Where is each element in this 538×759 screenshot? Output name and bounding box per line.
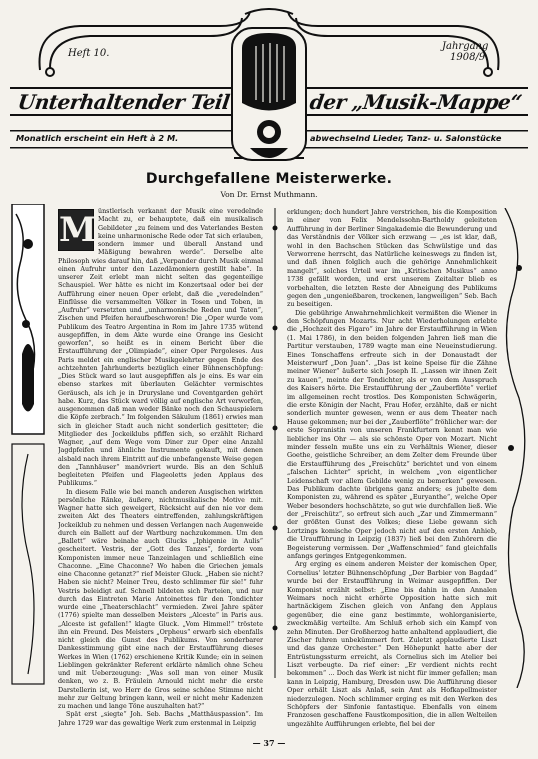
drop-cap: M <box>59 210 97 250</box>
article-column-left <box>58 208 263 728</box>
masthead-subtitle-right: abwechselnd Lieder, Tanz- u. Salonstücke <box>310 133 502 143</box>
article-author: Von Dr. Ernst Muthmann. <box>220 190 318 199</box>
paragraph: ünstlerisch verkannt der Musik eine veredelnde Macht zu, er behauptete, daß ein musikalisch Gebildeter „zu feinem und des Vaterlandes Besten keine unharmonische Rede oder Tat sich erlauben, sondern immer und überall Anstand und Mäßigung bewahren werde“. Derselbe alte Philosoph wies darauf hin, daß „Verpander durch Musik einmal einen Aufruhr unter den Lazedämoniern gestillt habe“. In unserer Zeit erlebt man nicht selten das gegenteilige Schauspiel. Wer hätte es nicht im Konzertsaal oder bei der Aufführung einer neuen Oper erlebt, daß die „veredelnden“ Einflüsse die versammelten Völker in Tosen und Toben, in „Aufruhr“ versetzten und „unharmonische Reden und Taten“, Zischen und Pfeifen heraufbeschworen! Die „Oper wurde vom Publikum des Teatro Argentina in Rom im Jahre 1735 wütend ausgepfiffen, in dem Akte wurde eine Orange ins Gesicht geworfen“, so heißt es in einem Bericht über die Erstaufführung der „Olimpiade“, einer Oper Pergoleses. Aus Paris meldet ein englischer Musikgelehrter gegen Ende des achtzehnten Jahrhunderts bezüglich einer Bühnenschöpfung: „Dies Stück ward so laut ausgepfiffen als je eins. Es war ein ebenso starkes mit überlauten Gelächter vermischtes Geräusch, als ich je in Druryslane und Coventgarden gehört habe. Kurz, das Stück ward völlig auf englische Art verworfen, ausgenommen daß man weder Bänke noch den Schauspielern die Köpfe zerbrach.“ Im folgenden Säkulum (1861) erwies man sich in gleicher Stadt auch nicht sonderlich gesitteter; die Mitglieder des Jockeiklubs pfiffen sich, so erzählt Richard Wagner, „auf dem Wege vom Diner zur Oper eine Anzahl Jagdpfeifen und ähnliche Instrumente gekauft, mit denen alsbald nach ihrem Eintritt auf die unbefangenste Weise gegen den „Tannhäuser“ manövriert wurde. Bis an den Schluß begleiteten Pfeifen und Flageoletts jeden Applaus des Publikums.“ <box>58 208 263 488</box>
page-number: — 37 — <box>252 738 286 748</box>
article-title: Durchgefallene Meisterwerke. <box>145 171 393 187</box>
issue-number: Heft 10. <box>68 48 110 59</box>
left-ornament-column <box>8 204 48 694</box>
column-divider <box>270 208 280 678</box>
paragraph: erklungen; doch hundert Jahre verstrichen, bis die Komposition in einer von Felix Mendelssohn-Bartholdy geleiteten Aufführung in der Berliner Singakademie die Bewunderung und das Verständnis der Völker sich erzwang — „es ist klar, daß, wohl in den Bachschen Stücken das Schwülstige und das Verworrene herrscht, das Natürliche keineswegs zu finden ist, und daß ihnen folglich auch die gehörige Annehmlichkeit mangelt“, solches Urteil war im „Kritischen Musikus“ anno 1738 gefällt worden, und erst unserem Zeitalter blieb es vorbehalten, die letzten Reste der Abneigung des Publikums gegen den „ungenießbaren, trockenen, langweiligen“ Seb. Bach zu beseitigen. <box>287 208 497 309</box>
paragraph: In diesem Falle wie bei manch anderen Ausgischen wirkten persönliche Ränke, äußere, nichtmusikalische Motive mit. Wagner hatte sich geweigert, Rücksicht auf den nie vor dem zweiten Akt des Theaters eintreffenden, zahlungskräftigen Jockeiklub zu nehmen und dessen Verlangen nach Augenweide durch ein Ballett auf der Wartburg nachzukommen. Um den „Ballett“ wäre beinahe auch Glucks „Iphigenie in Aulis“ gescheitert. Vestris, der „Gott des Tanzes“, forderte vom Komponisten immer neue Tanzeinlagen und schließlich eine Chaconne. „Eine Chaconne? Wo haben die Griechen jemals eine Chaconne getanzt?“ rief Meister Gluck. „Haben sie nicht? Haben sie nicht? Meiner Treu, desto schlimmer für sie!“ fuhr Vestris beleidigt auf. Schnell bildeten sich Parteien, und nur durch das Eintreten Marie Antoinettes für den Tondichter wurde eine „Theaterschlacht“ vermieden. Zwei Jahre später (1776) spielte man desselben Meisters „Alceste“ in Paris aus. „Alceste ist gefallen!“ klagte Gluck. „Vom Himmel!“ tröstete ihn ein Freund. Des Meisters „Orpheus“ erwarb sich ebenfalls nicht gleich die Gunst des Publikums. Von sonderbarer Dankesstimmung gibt eine nach der Erstaufführung dieses Werkes in Wien (1762) erschienene Kritik Kunde; ein in seinen Lieblingen gekränkter Referent erklärte nämlich ohne Scheu und mit Ueberzeugung: „Was soll man von einer Musik denken, wo z. B. Fräulein Arnould nicht mehr die erste Darstellerin ist, wo Herr de Gros seine schöne Stimme nicht mehr zur Geltung bringen kann, weil er nicht mehr Kadenzen zu machen und lange Töne auszuhalten hat?“ <box>58 488 263 710</box>
article-column-right <box>287 208 497 728</box>
masthead-subtitle-left: Monatlich erscheint ein Heft à 2 M. <box>16 133 179 143</box>
masthead-title-right: der „Musik-Mappe“ <box>308 90 524 114</box>
paragraph: Arg erging es einem anderen Meister der komischen Oper, Cornelius' letzter Bühnenschöpfung „Der Barbier von Bagdad“ wurde bei der Erstaufführung in Weimar ausgepfiffen. Der Komponist erzählt selbst: „Eine bis dahin in den Annalen Weimars noch nicht erhörte Opposition hatte sich mit hartnäckigem Zischen gleich von Anfang den Applaus gegenüber, die eine ganz bestimmte, wohlorganisierte, zweckmäßig verteilte. Am Schluß erhob sich ein Kampf von zehn Minuten. Der Großherzog hatte anhaltend applaudiert, die Zischer fuhren unbekümmert fort. Zuletzt applaudierte Liszt und das ganze Orchester.“ Den Höhepunkt hatte aber der Entrüstungssturm erreicht, als Cornelius sich im Atelier bei Liszt verbeugte. Da rief einer: „Er verdient nichts recht bekommen“ ... Doch das Werk ist nicht für immer gefallen; man kann in Leipzig, Hamburg, Dresden usw. Die Aufführung dieser Oper erhält Liszt als Anlaß, sein Amt als Hofkapellmeister niederzulegen. Noch schlimmer erging es mit den Werken des Schöpfers der Sinfonie fantastique. Ebenfalls von einem Franzosen geschaffene Faustkomposition, die in allen Welteilen ungezählte Aufführungen erlebte, fiel bei der <box>287 560 497 728</box>
volume-year: 1908/9. <box>450 52 489 63</box>
masthead <box>10 8 528 168</box>
right-ornament-column <box>497 208 537 688</box>
paragraph: Die gebührige Anwahrnehmlichkeit vermißten die Wiener in den Schöpfungen Mozarts. Nur acht Wiederholungen erlebte die „Hochzeit des Figaro“ im Jahre der Erstaufführung in Wien (1. Mai 1786), in den beiden folgenden Jahren ließ man die Partitur verstauben, 1789 wagte man eine Neueinstudierung. Eines Tonschaffens erfreute sich in der Donaustadt der Meisterwurf „Don Juan“. „Das ist keine Speise für die Zähne meiner Wiener“ äußerte sich Joseph II. „Lassen wir ihnen Zeit zu kauen“, meinte der Tondichter, als er von dem Ausspruch des Kaisers hörte. Die Erstaufführung der „Zauberflöte“ verlief im allgemeinen recht trostlos. Des Komponisten Schwägerin, die erste Königin der Nacht, Frau Hofer, erzählte, daß er nicht sonderlich munter gewesen, wenn er aus dem Theater nach Hause gekommen; nur bei der „Zauberflöte“ fröhlicher war: der erste Sopranistin von unseren Frankfurtern kennt man wie lieblicher ins Ohr — als sie schönste Oper von Mozart. Nicht minder fesseln mußte uns ein zu Verhältnis Wiener, dieser Goethe, geistliche Schreiber, an dem Zelter dem Freunde über die Erstaufführung des „Freischütz“ berichtet und von einem „falschen Lichter“ spricht, in welchem „von eigentlicher Leidenschaft vor allem Gebilde wenig zu bemerken“ gewesen. Das Publikum dachte übrigens ganz anders; es jubelte dem Komponisten zu, während es später „Euryanthe“, welche Oper Weber besonders hochschätzte, so gut wie durchfallen ließ. Wie der „Freischütz“, so erfreut sich auch „Zar und Zimmermann“ der größten Gunst des Volkes; diese Liebe gewann sich Lortzings komische Oper jedoch nicht auf den ersten Anhieb, die Uraufführung in Leipzig (1837) ließ bei den Zuhörern die Begeisterung vermissen. Der „Waffenschmied“ fand gleichfalls anfangs geringes Entgegenkommen. <box>287 308 497 561</box>
masthead-title-left: Unterhaltender Teil <box>16 90 231 114</box>
masthead-ornament <box>10 8 528 168</box>
paragraph: Spät erst „siegte“ Joh. Seb. Bachs „Matthäuspassion“. Im Jahre 1729 war das gewaltige Werk zum erstenmal in Leipzig <box>58 711 263 727</box>
volume-label: Jahrgang <box>442 41 489 52</box>
